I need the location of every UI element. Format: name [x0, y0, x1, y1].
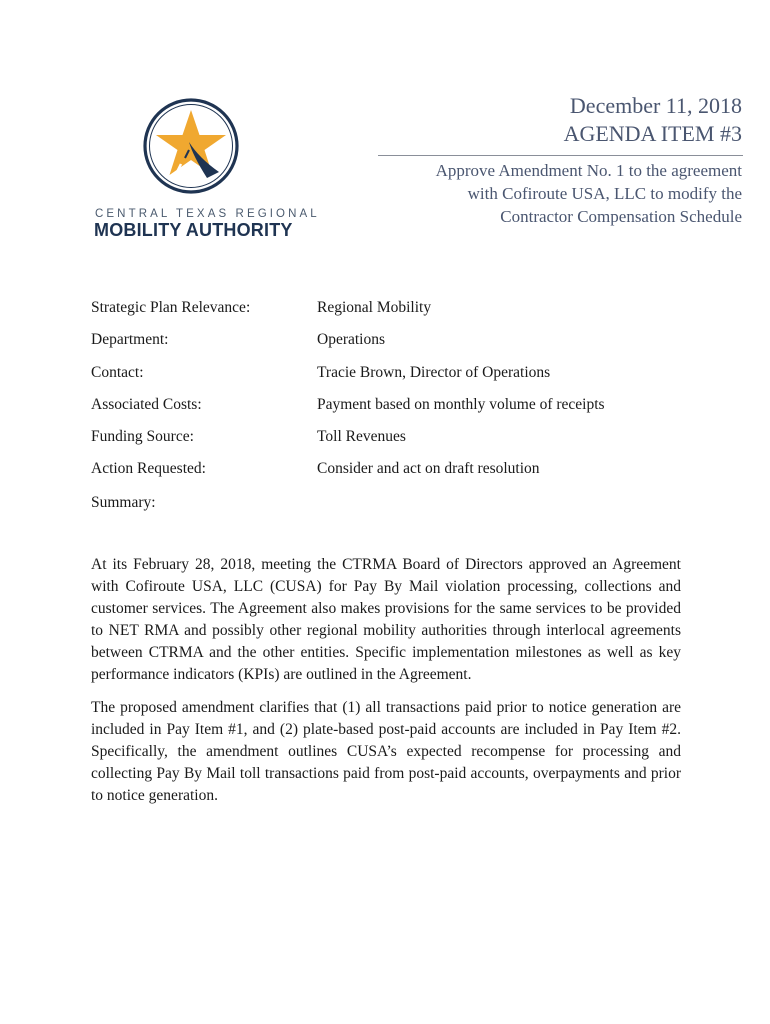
description-line: with Cofiroute USA, LLC to modify the [467, 184, 742, 203]
detail-label: Action Requested: [91, 460, 206, 478]
logo-text-line2: MOBILITY AUTHORITY [94, 220, 293, 240]
detail-label: Funding Source: [91, 428, 194, 446]
detail-value: Tracie Brown, Director of Operations [317, 363, 551, 381]
detail-row-associated-costs [91, 396, 691, 428]
meeting-date: December 11, 2018 [569, 93, 742, 118]
detail-row-contact [91, 364, 691, 396]
agenda-item-description [372, 159, 742, 228]
detail-row-strategic-plan [91, 299, 691, 331]
header-divider [378, 155, 743, 156]
detail-label: Contact: [91, 363, 144, 381]
detail-row-action-requested [91, 460, 691, 492]
detail-row-department [91, 331, 691, 363]
summary-paragraph: The proposed amendment clarifies that (1) all transactions paid prior to notice generation are included in Pay Item #1, and (2) plate-based post-paid accounts are included in Pay Item #2. Specifically, the amendment outlines CUSA’s expected recompense for processing and collecting Pay By Mail toll transactions paid from post-paid accounts, overpayments and prior to notice generation. [91, 699, 681, 804]
agenda-item-title: AGENDA ITEM #3 [563, 121, 742, 146]
summary-heading: Summary: [91, 494, 156, 511]
detail-value: Consider and act on draft resolution [317, 460, 540, 478]
detail-value: Operations [317, 331, 386, 349]
detail-label: Department: [91, 331, 169, 349]
detail-label: Strategic Plan Relevance: [91, 299, 251, 316]
detail-value: Regional Mobility [317, 299, 432, 316]
detail-value: Toll Revenues [317, 428, 406, 446]
detail-row-funding-source [91, 428, 691, 460]
summary-paragraph: At its February 28, 2018, meeting the CTRMA Board of Directors approved an Agreement with Cofiroute USA, LLC (CUSA) for Pay By Mail violation processing, collections and customer services. The Agreement also makes provisions for the same services to be provided to NET RMA and possibly other regional mobility authorities through interlocal agreements between CTRMA and the other entities. Specific implementation milestones as well as key performance indicators (KPIs) are outlined in the Agreement. [91, 556, 681, 683]
description-line: Contractor Compensation Schedule [500, 207, 742, 226]
detail-value: Payment based on monthly volume of receipts [317, 395, 605, 413]
detail-label: Associated Costs: [91, 395, 202, 413]
summary-body [91, 554, 681, 818]
agenda-header [372, 92, 742, 148]
description-line: Approve Amendment No. 1 to the agreement [435, 161, 742, 180]
logo-text-line1: CENTRAL TEXAS REGIONAL [95, 208, 320, 220]
star-emblem-icon [141, 96, 241, 196]
agenda-details [91, 299, 691, 493]
